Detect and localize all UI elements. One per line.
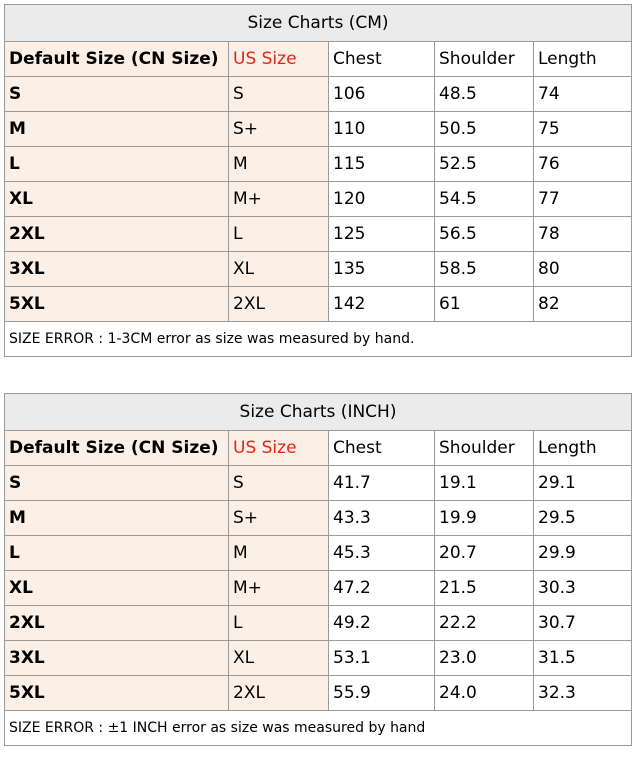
cn-size-cell: 5XL bbox=[5, 287, 229, 322]
header-shoulder: Shoulder bbox=[435, 42, 534, 77]
length-cell: 80 bbox=[534, 252, 632, 287]
header-us-size: US Size bbox=[229, 431, 329, 466]
cn-size-cell: 3XL bbox=[5, 641, 229, 676]
size-chart-cm bbox=[4, 4, 631, 357]
shoulder-cell: 20.7 bbox=[435, 536, 534, 571]
length-cell: 29.9 bbox=[534, 536, 632, 571]
length-cell: 29.5 bbox=[534, 501, 632, 536]
us-size-cell: 2XL bbox=[229, 287, 329, 322]
shoulder-cell: 54.5 bbox=[435, 182, 534, 217]
note-row bbox=[5, 711, 632, 746]
chest-cell: 53.1 bbox=[329, 641, 435, 676]
table-row bbox=[5, 641, 632, 676]
title-row bbox=[5, 5, 632, 42]
length-cell: 75 bbox=[534, 112, 632, 147]
cn-size-cell: S bbox=[5, 466, 229, 501]
chest-cell: 47.2 bbox=[329, 571, 435, 606]
cn-size-cell: XL bbox=[5, 571, 229, 606]
table-row bbox=[5, 501, 632, 536]
chest-cell: 135 bbox=[329, 252, 435, 287]
chest-cell: 120 bbox=[329, 182, 435, 217]
chest-cell: 55.9 bbox=[329, 676, 435, 711]
chest-cell: 106 bbox=[329, 77, 435, 112]
chest-cell: 115 bbox=[329, 147, 435, 182]
us-size-cell: M bbox=[229, 147, 329, 182]
us-size-cell: L bbox=[229, 606, 329, 641]
chest-cell: 43.3 bbox=[329, 501, 435, 536]
chest-cell: 125 bbox=[329, 217, 435, 252]
length-cell: 76 bbox=[534, 147, 632, 182]
chart-title: Size Charts (CM) bbox=[5, 5, 632, 42]
length-cell: 31.5 bbox=[534, 641, 632, 676]
us-size-cell: S+ bbox=[229, 112, 329, 147]
note-row bbox=[5, 322, 632, 357]
cn-size-cell: L bbox=[5, 147, 229, 182]
us-size-cell: S bbox=[229, 77, 329, 112]
table-row bbox=[5, 182, 632, 217]
cn-size-cell: 2XL bbox=[5, 606, 229, 641]
us-size-cell: S+ bbox=[229, 501, 329, 536]
cn-size-cell: L bbox=[5, 536, 229, 571]
chest-cell: 110 bbox=[329, 112, 435, 147]
table-row bbox=[5, 112, 632, 147]
header-default-size: Default Size (CN Size) bbox=[5, 42, 229, 77]
us-size-cell: XL bbox=[229, 252, 329, 287]
table-row bbox=[5, 536, 632, 571]
header-chest: Chest bbox=[329, 42, 435, 77]
chart-title: Size Charts (INCH) bbox=[5, 394, 632, 431]
us-size-cell: M bbox=[229, 536, 329, 571]
table-row bbox=[5, 466, 632, 501]
header-length: Length bbox=[534, 42, 632, 77]
header-us-size: US Size bbox=[229, 42, 329, 77]
table-row bbox=[5, 676, 632, 711]
size-chart-inch bbox=[4, 393, 631, 746]
length-cell: 29.1 bbox=[534, 466, 632, 501]
chest-cell: 142 bbox=[329, 287, 435, 322]
chest-cell: 45.3 bbox=[329, 536, 435, 571]
cn-size-cell: 5XL bbox=[5, 676, 229, 711]
title-row bbox=[5, 394, 632, 431]
table-row bbox=[5, 606, 632, 641]
us-size-cell: M+ bbox=[229, 182, 329, 217]
length-cell: 78 bbox=[534, 217, 632, 252]
cn-size-cell: M bbox=[5, 501, 229, 536]
shoulder-cell: 22.2 bbox=[435, 606, 534, 641]
length-cell: 30.3 bbox=[534, 571, 632, 606]
us-size-cell: S bbox=[229, 466, 329, 501]
header-row bbox=[5, 431, 632, 466]
chest-cell: 49.2 bbox=[329, 606, 435, 641]
us-size-cell: 2XL bbox=[229, 676, 329, 711]
us-size-cell: XL bbox=[229, 641, 329, 676]
length-cell: 74 bbox=[534, 77, 632, 112]
header-chest: Chest bbox=[329, 431, 435, 466]
size-table bbox=[4, 4, 632, 357]
shoulder-cell: 56.5 bbox=[435, 217, 534, 252]
shoulder-cell: 61 bbox=[435, 287, 534, 322]
shoulder-cell: 52.5 bbox=[435, 147, 534, 182]
table-row bbox=[5, 77, 632, 112]
length-cell: 82 bbox=[534, 287, 632, 322]
header-length: Length bbox=[534, 431, 632, 466]
length-cell: 77 bbox=[534, 182, 632, 217]
length-cell: 30.7 bbox=[534, 606, 632, 641]
cn-size-cell: S bbox=[5, 77, 229, 112]
cn-size-cell: 2XL bbox=[5, 217, 229, 252]
cn-size-cell: XL bbox=[5, 182, 229, 217]
shoulder-cell: 19.1 bbox=[435, 466, 534, 501]
length-cell: 32.3 bbox=[534, 676, 632, 711]
header-default-size: Default Size (CN Size) bbox=[5, 431, 229, 466]
shoulder-cell: 50.5 bbox=[435, 112, 534, 147]
shoulder-cell: 19.9 bbox=[435, 501, 534, 536]
size-error-note: SIZE ERROR : 1-3CM error as size was measured by hand. bbox=[5, 322, 632, 357]
us-size-cell: L bbox=[229, 217, 329, 252]
size-error-note: SIZE ERROR : ±1 INCH error as size was measured by hand bbox=[5, 711, 632, 746]
table-row bbox=[5, 252, 632, 287]
size-table bbox=[4, 393, 632, 746]
cn-size-cell: M bbox=[5, 112, 229, 147]
shoulder-cell: 58.5 bbox=[435, 252, 534, 287]
shoulder-cell: 23.0 bbox=[435, 641, 534, 676]
table-row bbox=[5, 147, 632, 182]
header-row bbox=[5, 42, 632, 77]
table-row bbox=[5, 571, 632, 606]
shoulder-cell: 21.5 bbox=[435, 571, 534, 606]
shoulder-cell: 24.0 bbox=[435, 676, 534, 711]
us-size-cell: M+ bbox=[229, 571, 329, 606]
table-row bbox=[5, 217, 632, 252]
cn-size-cell: 3XL bbox=[5, 252, 229, 287]
shoulder-cell: 48.5 bbox=[435, 77, 534, 112]
chest-cell: 41.7 bbox=[329, 466, 435, 501]
table-row bbox=[5, 287, 632, 322]
header-shoulder: Shoulder bbox=[435, 431, 534, 466]
